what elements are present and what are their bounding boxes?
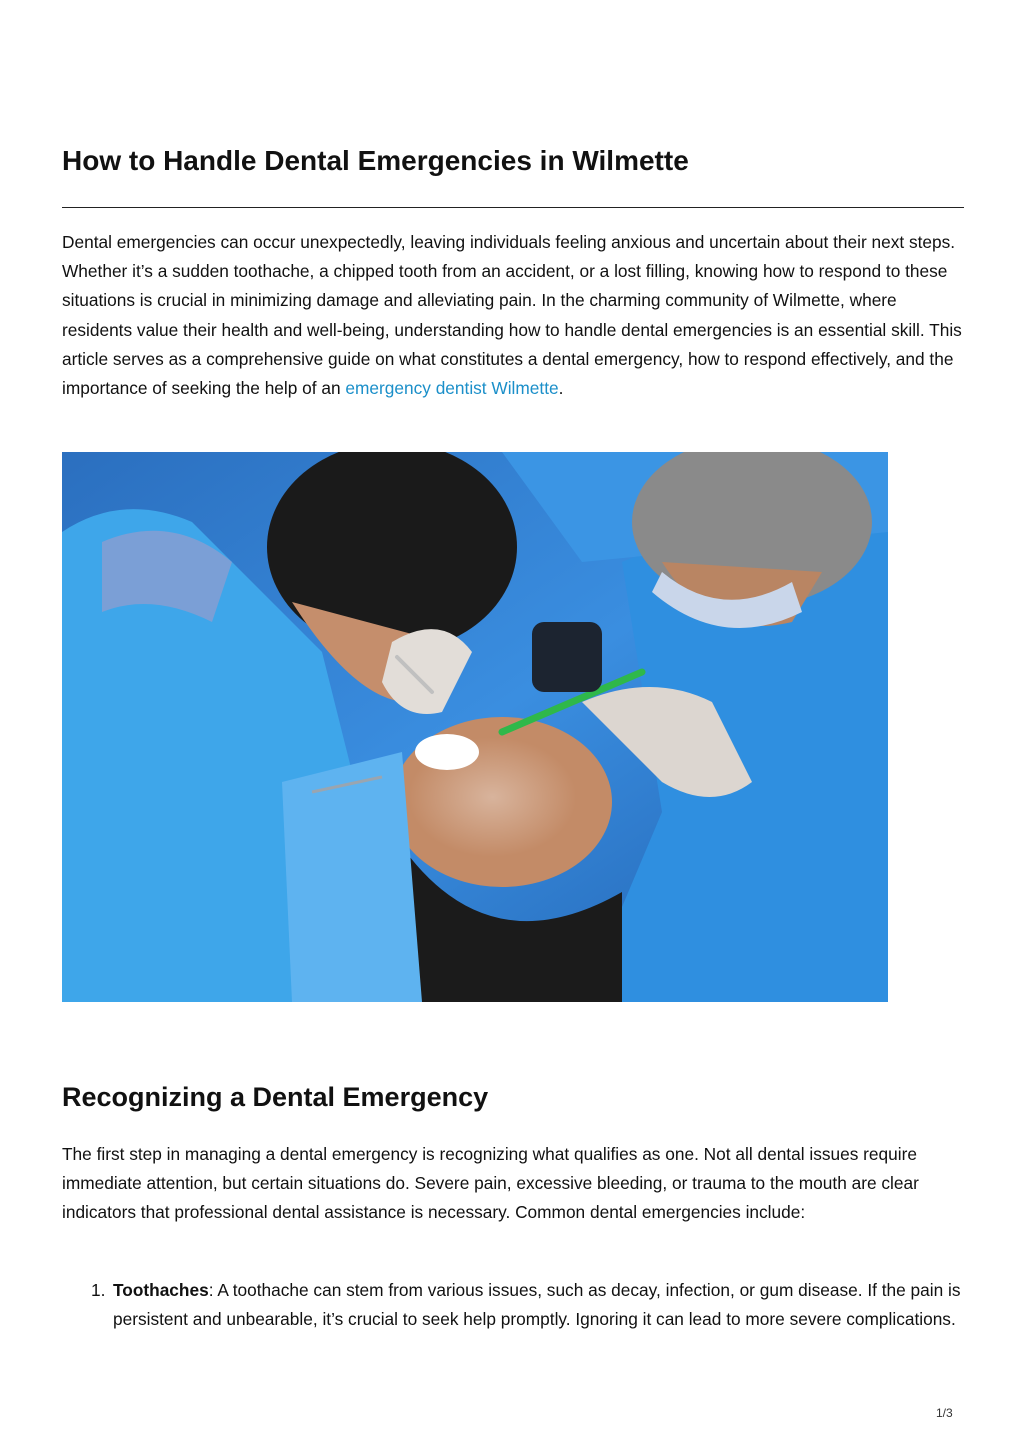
page-number: 1/3 [936,1406,953,1420]
intro-text: Dental emergencies can occur unexpectedly, leaving individuals feeling anxious and uncertain about their next steps. Whether it’s a sudden toothache, a chipped tooth from an accident, or a lost filling, knowing how to respond to these situations is crucial in minimizing damage and alleviating pain. In the charming community of Wilmette, where residents value their health and well-being, understanding how to handle dental emergencies is an essential skill. This article serves as a comprehensive guide on what constitutes a dental emergency, how to respond effectively, and the importance of seeking the help of an [62,232,962,399]
section-heading: Recognizing a Dental Emergency [62,1082,489,1112]
list-item [62,1276,964,1334]
dental-procedure-photo [62,452,888,1002]
title-divider [62,207,964,208]
list-item-number: 1. [91,1280,106,1300]
list-item-text: : A toothache can stem from various issues, such as decay, infection, or gum disease. If the pain is persistent and unbearable, it’s crucial to seek help promptly. Ignoring it can lead to more severe complications. [113,1280,961,1330]
article-title: How to Handle Dental Emergencies in Wilmette [62,145,689,176]
emergency-dentist-link[interactable]: emergency dentist Wilmette [345,378,559,399]
emergency-list [62,1276,964,1334]
intro-end: . [558,378,564,399]
section-paragraph: The first step in managing a dental emergency is recognizing what qualifies as one. Not all dental issues require immediate attention, but certain situations do. Severe pain, excessive bleeding, or trauma to the mouth are clear indicators that professional dental assistance is necessary. Common dental emergencies include: [62,1144,919,1223]
list-item-term: Toothaches [113,1280,209,1300]
intro-paragraph [62,228,964,403]
